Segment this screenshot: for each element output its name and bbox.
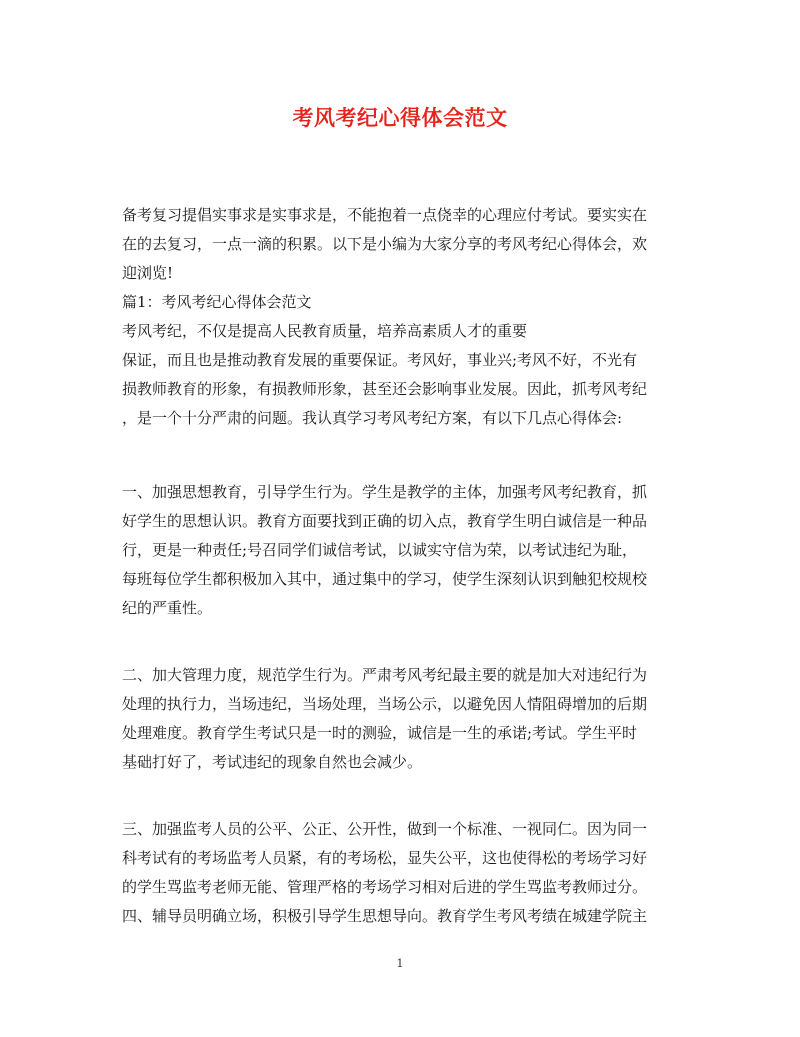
- text-line: 行，更是一种责任;号召同学们诚信考试，以诚实守信为荣，以考试违纪为耻，: [122, 541, 638, 559]
- text-line: 四、辅导员明确立场，积极引导学生思想导向。教育学生考风考绩在城建学院主: [122, 907, 648, 925]
- text-line: 保证，而且也是推动教育发展的重要保证。考风好，事业兴;考风不好，不光有: [122, 351, 638, 369]
- text-line: 在的去复习，一点一滴的积累。以下是小编为大家分享的考风考纪心得体会，欢: [122, 235, 648, 253]
- text-line: 基础打好了，考试违纪的现象自然也会减少。: [122, 753, 423, 771]
- page-number: 1: [396, 957, 404, 970]
- text-line: 一、加强思想教育，引导学生行为。学生是教学的主体，加强考风考纪教育，抓: [122, 483, 648, 501]
- text-line: 处理的执行力，当场违纪，当场处理，当场公示，以避免因人情阻碍增加的后期: [122, 695, 648, 713]
- text-line: 考风考纪，不仅是提高人民教育质量，培养高素质人才的重要: [122, 322, 528, 340]
- text-line: ，是一个十分严肃的问题。我认真学习考风考纪方案，有以下几点心得体会:: [122, 409, 623, 427]
- text-line: 每班每位学生都积极加入其中，通过集中的学习，使学生深刻认识到触犯校规校: [122, 570, 648, 588]
- text-line: 三、加强监考人员的公平、公正、公开性，做到一个标准、一视同仁。因为同一: [122, 820, 648, 838]
- section-heading: 篇1：考风考纪心得体会范文: [122, 293, 312, 311]
- text-line: 损教师教育的形象，有损教师形象，甚至还会影响事业发展。因此，抓考风考纪: [122, 380, 648, 398]
- text-line: 迎浏览!: [122, 264, 174, 282]
- text-line: 的学生骂监考老师无能、管理严格的考场学习相对后进的学生骂监考教师过分。: [122, 878, 648, 896]
- text-line: 纪的严重性。: [122, 599, 213, 617]
- text-line: 备考复习提倡实事求是实事求是，不能抱着一点侥幸的心理应付考试。要实实在: [122, 206, 648, 224]
- text-line: 好学生的思想认识。教育方面要找到正确的切入点，教育学生明白诚信是一种品: [122, 512, 648, 530]
- document-title: 考风考纪心得体会范文: [292, 105, 508, 130]
- text-line: 二、加大管理力度，规范学生行为。严肃考风考纪最主要的就是加大对违纪行为: [122, 666, 648, 684]
- text-line: 处理难度。教育学生考试只是一时的测验，诚信是一生的承诺;考试。学生平时: [122, 724, 638, 742]
- text-line: 科考试有的考场监考人员紧，有的考场松，显失公平，这也使得松的考场学习好: [122, 849, 648, 867]
